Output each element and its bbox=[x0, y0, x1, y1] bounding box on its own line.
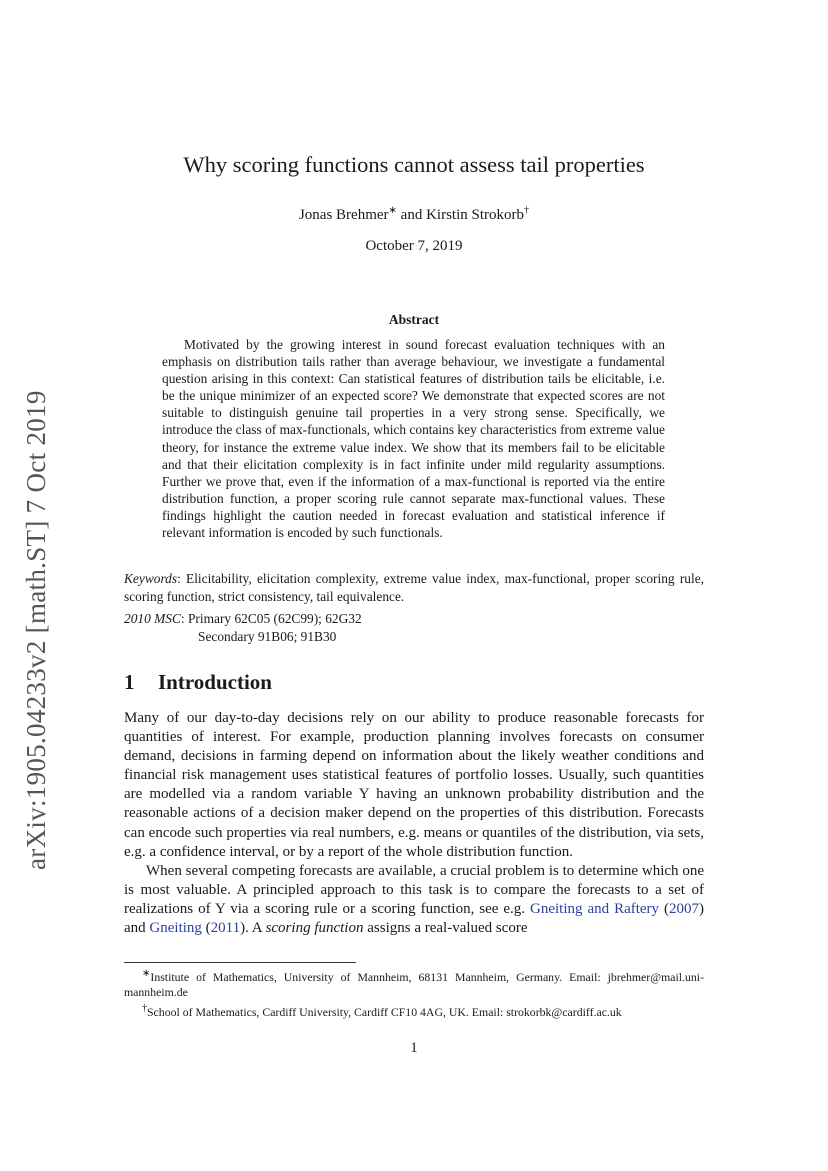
section-title: Introduction bbox=[158, 670, 272, 694]
citation-year-link[interactable]: 2011 bbox=[210, 920, 241, 937]
keywords-text: : Elicitability, elicitation complexity, extreme value index, max-functional, proper scoring rule, scoring function, strict consistency, tail equivalence. bbox=[124, 571, 704, 604]
author-conjunction: and bbox=[396, 207, 427, 223]
arxiv-identifier-stamp: arXiv:1905.04233v2 [math.ST] 7 Oct 2019 bbox=[21, 390, 51, 870]
paragraph-text: ). A bbox=[240, 920, 266, 937]
keywords-label: Keywords bbox=[124, 571, 178, 586]
paper-title: Why scoring functions cannot assess tail properties bbox=[183, 152, 645, 177]
introduction-body bbox=[124, 709, 704, 938]
footnote-mark: † bbox=[524, 205, 530, 216]
author-line bbox=[0, 205, 828, 224]
author-name: Jonas Brehmer bbox=[298, 207, 389, 223]
keywords bbox=[124, 570, 704, 606]
footnote bbox=[124, 966, 704, 1001]
emphasis-term: scoring function bbox=[265, 920, 364, 937]
paragraph-text: assigns a real-valued score bbox=[363, 920, 528, 937]
abstract-text: Motivated by the growing interest in sound forecast evaluation techniques with an emphasis on distribution tails rather than average behaviour, we investigate a fundamental question arising in this context: Can statistical features of distribution tails be elicitable, i.e. be the unique minimizer of an expected score? We demonstrate that expected scores are not suitable to distinguish genuine tail properties in a very strong sense. Specifically, we introduce the class of max-functionals, which contains key characteristics from extreme value theory, for instance the extreme value index. We show that its members fail to be elicitable and that their elicitation complexity is in fact infinite under mild regularity assumptions. Further we prove that, even if the information of a max-functional is reported via the entire distribution function, a proper scoring rule cannot separate max-functional values. These findings highlight the caution needed in forecast evaluation and statistical inference if relevant information is encoded by such functionals. bbox=[162, 337, 665, 541]
abstract-heading: Abstract bbox=[388, 312, 440, 327]
paragraph: Many of our day-to-day decisions rely on our ability to produce reasonable forecasts for quantities of interest. For example, production planning involves forecasts on consumer demand, decisions in farming depend on information about the likely weather conditions and financial risk management uses statistical features of portfolio losses. Usually, such quantities are modelled via a random variable Y having an unknown probability distribution and the reasonable actions of a decision maker depend on the properties of this distribution. Forecasts can encode such properties via real numbers, e.g. means or quantiles of the distribution, via sets, e.g. a confidence interval, or by a report of the whole distribution function. bbox=[124, 710, 704, 860]
author-name: Kirstin Strokorb bbox=[426, 207, 525, 223]
footnote-mark: ∗ bbox=[142, 968, 151, 979]
footnote-text: School of Mathematics, Cardiff University, Cardiff CF10 4AG, UK. Email: strokorbk@cardiff.ac.uk bbox=[147, 1004, 622, 1019]
section-heading bbox=[124, 670, 272, 695]
footnote bbox=[124, 1001, 704, 1020]
citation-link[interactable]: Gneiting and Raftery bbox=[530, 900, 660, 917]
msc-classification bbox=[124, 610, 704, 646]
msc-label: 2010 MSC bbox=[124, 611, 181, 626]
msc-secondary: Secondary 91B06; 91B30 bbox=[198, 629, 337, 644]
footnotes bbox=[124, 966, 704, 1020]
citation-link[interactable]: Gneiting bbox=[149, 920, 202, 937]
footnote-text: Institute of Mathematics, University of Mannheim, 68131 Mannheim, Germany. Email: jbrehmer@mail.uni-mannheim.de bbox=[124, 969, 704, 1000]
paragraph-text: ( bbox=[201, 920, 211, 937]
page-number: 1 bbox=[410, 1040, 418, 1056]
footnote-divider bbox=[124, 962, 356, 963]
paper-date: October 7, 2019 bbox=[365, 238, 463, 254]
paragraph-text: ( bbox=[659, 900, 669, 917]
paragraph bbox=[124, 862, 704, 938]
section-number: 1 bbox=[124, 670, 135, 694]
footnote-mark: † bbox=[142, 1002, 147, 1014]
paragraph-text: ) and bbox=[124, 900, 704, 937]
msc-primary: : Primary 62C05 (62C99); 62G32 bbox=[180, 611, 362, 626]
paragraph-text: When several competing forecasts are available, a crucial problem is to determine which one is most valuable. A principled approach to this task is to compare the forecasts to a set of realizations of Y via a scoring rule or a scoring function, see e.g. bbox=[124, 862, 704, 917]
citation-year-link[interactable]: 2007 bbox=[669, 900, 699, 917]
footnote-mark: ∗ bbox=[388, 205, 397, 216]
